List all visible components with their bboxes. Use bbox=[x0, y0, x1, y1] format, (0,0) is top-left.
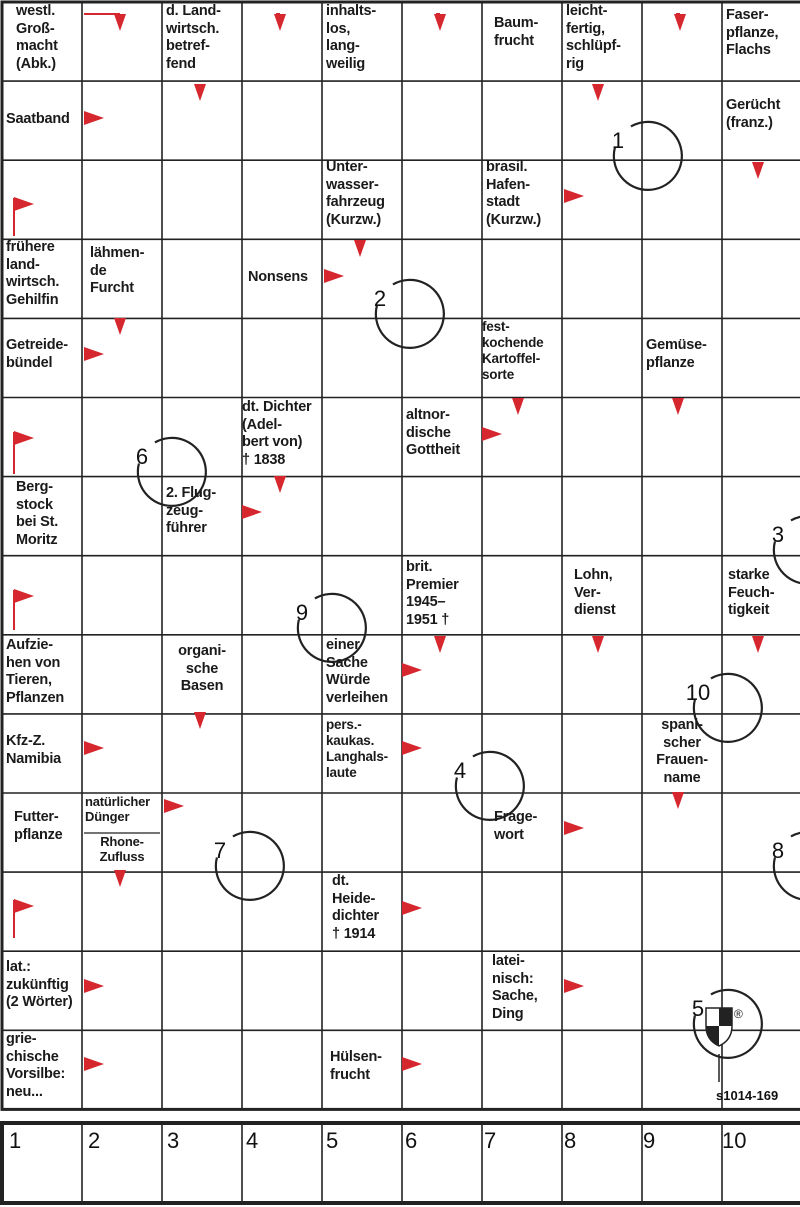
solution-strip bbox=[2, 1123, 800, 1203]
arrow-down-icon bbox=[354, 240, 366, 257]
clue-brasil-hafenstadt: brasil. Hafen- stadt (Kurzw.) bbox=[486, 159, 542, 228]
solution-number-7: 7 bbox=[484, 1128, 497, 1153]
arrow-down-icon bbox=[672, 398, 684, 415]
circle-4-number: 4 bbox=[453, 758, 467, 783]
clue-griech-vorsilbe: grie- chische Vorsilbe: neu... bbox=[6, 1031, 66, 1100]
circle-9-number: 9 bbox=[295, 600, 309, 625]
arrow-right-icon bbox=[324, 269, 344, 283]
arrow-bent-down-icon bbox=[434, 14, 446, 31]
arrow-down-icon bbox=[194, 84, 206, 101]
arrow-flag-icon bbox=[14, 197, 34, 211]
arrow-right-icon bbox=[84, 111, 104, 125]
solution-number-2: 2 bbox=[88, 1128, 101, 1153]
clue-rhone-zufluss: Rhone- Zufluss bbox=[99, 834, 145, 864]
solution-number-4: 4 bbox=[246, 1128, 259, 1153]
clue-unterwasserfahrzeug: Unter- wasser- fahrzeug (Kurzw.) bbox=[326, 159, 385, 228]
solution-number-10: 10 bbox=[722, 1128, 747, 1153]
circle-2-number: 2 bbox=[373, 286, 387, 311]
clue-laehmende-furcht: lähmen- de Furcht bbox=[90, 245, 145, 296]
clue-fruehere-gehilfin: frühere land- wirtsch. Gehilfin bbox=[6, 239, 60, 308]
clue-langhalslaute: pers.- kaukas. Langhals- laute bbox=[326, 717, 388, 780]
clue-organische-basen: organi- sche Basen bbox=[178, 643, 226, 694]
circle-10-number: 10 bbox=[685, 680, 711, 705]
clue-fragewort: Frage- wort bbox=[494, 809, 538, 843]
circle-3-number: 3 bbox=[771, 522, 785, 547]
arrow-down-icon bbox=[592, 84, 604, 101]
arrow-right-icon bbox=[84, 979, 104, 993]
solution-number-1: 1 bbox=[9, 1128, 22, 1153]
clue-aufziehen: Aufzie- hen von Tieren, Pflanzen bbox=[6, 637, 65, 706]
arrow-right-icon bbox=[402, 741, 422, 755]
solution-number-5: 5 bbox=[326, 1128, 339, 1153]
clue-geruecht: Gerücht (franz.) bbox=[726, 97, 781, 131]
clue-lat-sache: latei- nisch: Sache, Ding bbox=[492, 953, 538, 1022]
clue-festkochende-kartoffel: fest- kochende Kartoffel- sorte bbox=[482, 319, 544, 382]
circle-5-number: 5 bbox=[691, 996, 705, 1021]
clue-gemuesepflanze: Gemüse- pflanze bbox=[646, 337, 707, 371]
puzzle-code: s1014-169 bbox=[716, 1088, 779, 1103]
arrow-bent-down-icon bbox=[274, 14, 286, 31]
clue-wuerde-verleihen: einer Sache Würde verleihen bbox=[326, 637, 388, 706]
arrow-right-icon bbox=[164, 799, 184, 813]
arrow-down-icon bbox=[672, 792, 684, 809]
arrow-right-icon bbox=[564, 821, 584, 835]
arrow-right-icon bbox=[402, 663, 422, 677]
clue-getreidebuendel: Getreide- bündel bbox=[6, 337, 68, 371]
arrow-flag-icon bbox=[14, 431, 34, 445]
clue-natuerlicher-duenger: natürlicher Dünger bbox=[85, 794, 150, 824]
arrow-down-icon bbox=[592, 636, 604, 653]
registered-mark: ® bbox=[734, 1007, 743, 1021]
clue-brit-premier: brit. Premier 1945– 1951 † bbox=[406, 559, 459, 628]
arrow-bent-down-icon bbox=[674, 14, 686, 31]
arrow-down-icon bbox=[752, 636, 764, 653]
clue-huelsenfrucht: Hülsen- frucht bbox=[330, 1049, 382, 1083]
arrow-bent-down-icon bbox=[114, 14, 126, 31]
solution-number-9: 9 bbox=[643, 1128, 656, 1153]
circle-8-number: 8 bbox=[771, 838, 785, 863]
arrow-right-icon bbox=[482, 427, 502, 441]
clue-futterpflanze: Futter- pflanze bbox=[14, 809, 63, 843]
solution-number-3: 3 bbox=[167, 1128, 180, 1153]
arrow-down-icon bbox=[114, 318, 126, 335]
clue-altnordische-gottheit: altnor- dische Gottheit bbox=[406, 407, 460, 458]
shield-quarter-tr bbox=[719, 1008, 732, 1026]
arrow-flag-icon bbox=[14, 589, 34, 603]
arrow-down-icon bbox=[752, 162, 764, 179]
clue-heidedichter: dt. Heide- dichter † 1914 bbox=[332, 873, 379, 942]
clue-leichtfertig: leicht- fertig, schlüpf- rig bbox=[566, 3, 621, 72]
clue-spanischer-frauenname: spani- scher Frauen- name bbox=[656, 717, 708, 786]
arrow-down-icon bbox=[114, 870, 126, 887]
arrow-down-icon bbox=[274, 476, 286, 493]
solution-number-6: 6 bbox=[405, 1128, 418, 1153]
arrow-right-icon bbox=[242, 505, 262, 519]
arrow-right-icon bbox=[564, 189, 584, 203]
clue-lohn-verdienst: Lohn, Ver- dienst bbox=[574, 567, 616, 618]
clue-saatband: Saatband bbox=[6, 111, 70, 127]
arrow-right-icon bbox=[84, 1057, 104, 1071]
clue-starke-feuchtigkeit: starke Feuch- tigkeit bbox=[728, 567, 775, 618]
clue-faserpflanze: Faser- pflanze, Flachs bbox=[726, 7, 779, 58]
clue-landwirtsch: d. Land- wirtsch. betref- fend bbox=[166, 3, 221, 72]
arrow-down-icon bbox=[512, 398, 524, 415]
circle-1-number: 1 bbox=[611, 128, 625, 153]
clue-flugzeugfuehrer: 2. Flug- zeug- führer bbox=[166, 485, 216, 536]
clue-lat-zukuenftig: lat.: zukünftig (2 Wörter) bbox=[6, 959, 73, 1010]
circle-6-number: 6 bbox=[135, 444, 149, 469]
clue-inhaltslos: inhalts- los, lang- weilig bbox=[326, 3, 376, 72]
clue-baumfrucht: Baum- frucht bbox=[494, 15, 539, 49]
arrow-down-icon bbox=[434, 636, 446, 653]
arrow-right-icon bbox=[402, 1057, 422, 1071]
arrow-right-icon bbox=[402, 901, 422, 915]
clue-bergstock: Berg- stock bei St. Moritz bbox=[16, 479, 59, 548]
clue-westl-grossmacht: westl. Groß- macht (Abk.) bbox=[16, 3, 58, 72]
clue-dt-dichter-chamisso: dt. Dichter (Adel- bert von) † 1838 bbox=[242, 399, 312, 468]
arrow-right-icon bbox=[84, 741, 104, 755]
solution-number-8: 8 bbox=[564, 1128, 577, 1153]
circle-7-number: 7 bbox=[213, 838, 227, 863]
arrow-flag-icon bbox=[14, 899, 34, 913]
arrow-down-icon bbox=[194, 712, 206, 729]
arrow-right-icon bbox=[84, 347, 104, 361]
arrow-right-icon bbox=[564, 979, 584, 993]
clue-kfz-namibia: Kfz-Z. Namibia bbox=[6, 733, 62, 767]
clue-nonsens: Nonsens bbox=[248, 269, 308, 285]
